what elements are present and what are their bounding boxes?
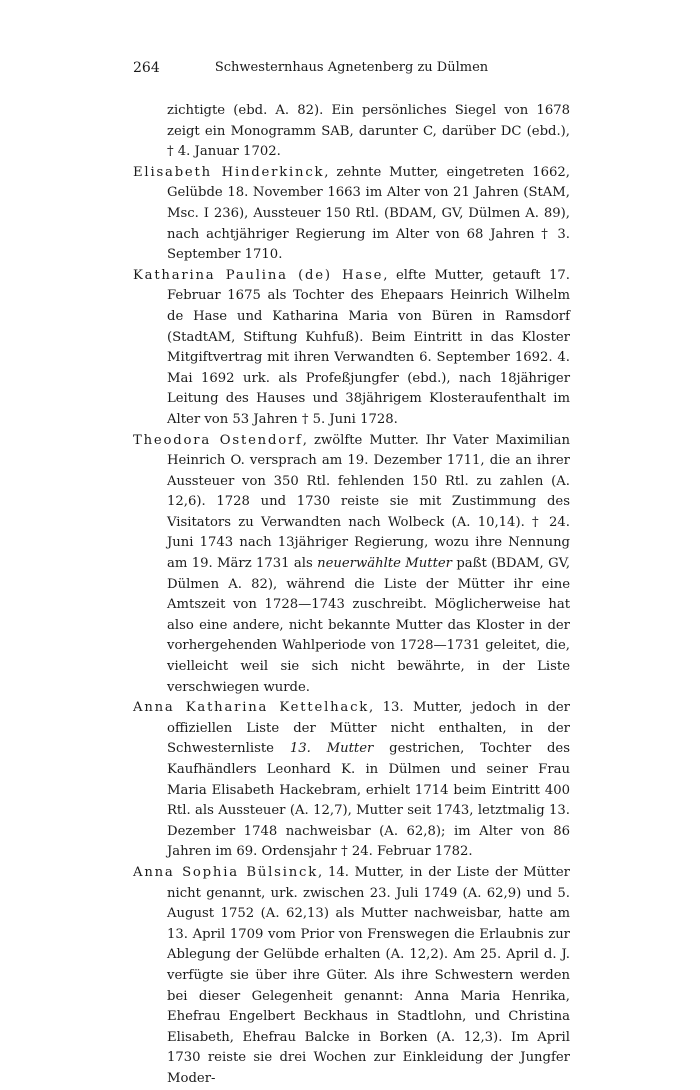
entry-name: Elisabeth Hinderkinck	[133, 164, 325, 180]
entry-italic-text: neuerwählte Mutter	[317, 556, 452, 572]
entry-text: gestrichen, Tochter des Kaufhändlers Leonhard K. in Dülmen und seiner Frau Maria Elisabeth Hackebram, erhielt 1714 beim Eintritt 400 Rtl. als Aussteuer (A. 12,7), Mutter seit 1743, letztmalig 13. Dezember 1748 nachweisbar (A. 62,8); im Alter von 86 Jahren im 69. Ordensjahr † 24. Februar 1782.	[167, 741, 570, 860]
entry-text: paßt (BDAM, GV, Dülmen A. 82), während die Liste der Mütter ihr eine Amtszeit von 1728—1743 zuschreibt. Möglicherweise hat also eine andere, nicht bekannte Mutter das Kloster in der vorhergehenden Wahlperiode von 1728—1731 geleitet, die, vielleicht weil sie sich nicht bewährte, in der Liste verschwiegen wurde.	[167, 556, 571, 695]
entry-name: Anna Sophia Bülsinck	[133, 864, 319, 880]
entry-continuation	[133, 101, 570, 163]
entry-ostendorf	[133, 431, 570, 699]
entry-text: zichtigte (ebd. A. 82). Ein persönliches Siegel von 1678 zeigt ein Monogramm SAB, darunter C, darüber DC (ebd.), † 4. Januar 1702.	[167, 103, 570, 160]
entry-hinderkinck	[133, 163, 570, 266]
body-text	[133, 101, 570, 1090]
entry-italic-text: 13. Mutter	[289, 741, 374, 757]
entry-kettelhack	[133, 698, 570, 863]
entry-hase	[133, 266, 570, 431]
running-header	[133, 60, 570, 82]
entry-text: , 13. Mutter, jedoch in der offiziellen Liste der Mütter nicht enthalten, in der Schwesternliste	[167, 700, 570, 757]
running-title: Schwesternhaus Agnetenberg zu Dülmen	[214, 60, 489, 75]
page-number: 264	[133, 60, 160, 76]
entry-name: Katharina Paulina (de) Hase	[133, 267, 384, 283]
entry-buelsinck	[133, 863, 570, 1090]
entry-text: , 14. Mutter, in der Liste der Mütter nicht genannt, urk. zwischen 23. Juli 1749 (A. 62,9) und 5. August 1752 (A. 62,13) als Mutter nachweisbar, hatte am 13. April 1709 vom Prior von Frenswegen die Erlaubnis zur Ablegung der Gelübde erhalten (A. 12,2). Am 25. April d. J. verfügte sie über ihre Güter. Als ihre Schwestern werden bei dieser Gelegenheit genannt: Anna Maria Henrika, Ehefrau Engelbert Beckhaus in Stadtlohn, und Christina Elisabeth, Ehefrau Balcke in Borken (A. 12,3). Im April 1730 reiste sie drei Wochen zur Einkleidung der Jungfer Moder-	[167, 864, 570, 1086]
entry-name: Theodora Ostendorf	[133, 432, 303, 448]
entry-text: , zehnte Mutter, eingetreten 1662, Gelübde 18. November 1663 im Alter von 21 Jahren (StAM, Msc. I 236), Aussteuer 150 Rtl. (BDAM, GV, Dülmen A. 89), nach achtjähriger Regierung im Alter von 68 Jahren † 3. September 1710.	[167, 164, 570, 263]
entry-text: , zwölfte Mutter. Ihr Vater Maximilian Heinrich O. versprach am 19. Dezember 1711, die an ihrer Aussteuer von 350 Rtl. fehlenden 150 Rtl. zu zahlen (A. 12,6). 1728 und 1730 reiste sie mit Zustimmung des Visitators zu Verwandten nach Wolbeck (A. 10,14). † 24. Juni 1743 nach 13jähriger Regierung, wozu ihre Nennung am 19. März 1731 als	[167, 432, 570, 572]
entry-name: Anna Katharina Kettelhack	[133, 700, 370, 716]
entry-text: , elfte Mutter, getauft 17. Februar 1675 als Tochter des Ehepaars Heinrich Wilhelm de Hase und Katharina Maria von Büren in Ramsdorf (StadtAM, Stiftung Kuhfuß). Beim Eintritt in das Kloster Mitgiftvertrag mit ihren Verwandten 6. September 1692. 4. Mai 1692 urk. als Profeßjungfer (ebd.), nach 18jähriger Leitung des Hauses und 38jährigem Klosteraufenthalt im Alter von 53 Jahren † 5. Juni 1728.	[167, 267, 570, 427]
